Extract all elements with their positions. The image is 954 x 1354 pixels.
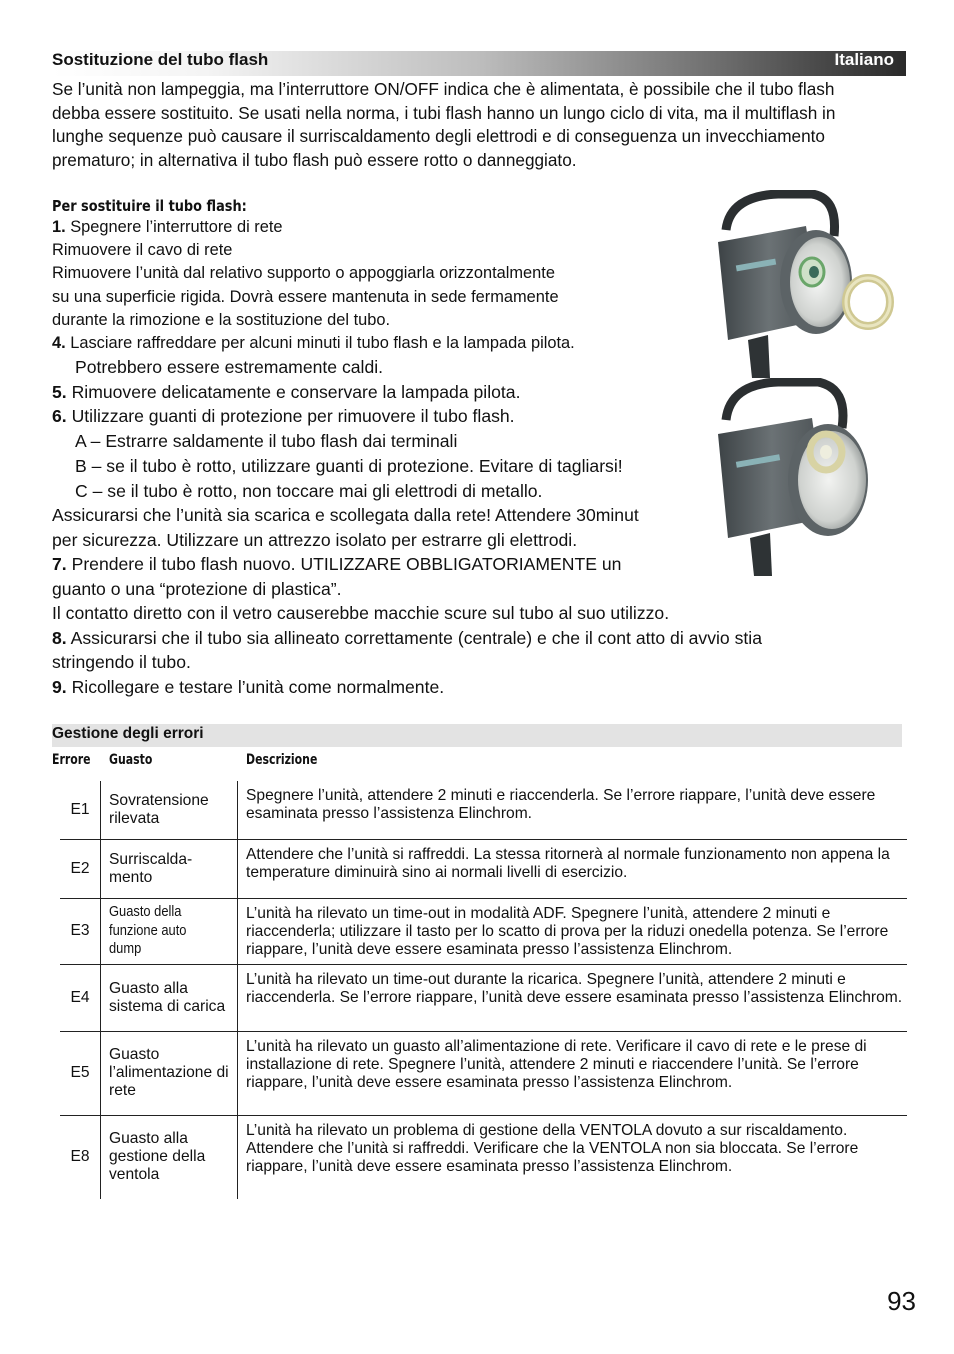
step-8: 8. Assicurarsi che il tubo sia allineato correttamente (centrale) e che il cont atto di avvio stia bbox=[52, 628, 762, 648]
step-line: durante la rimozione e la sostituzione del tubo. bbox=[52, 311, 391, 329]
error-code: E2 bbox=[70, 859, 90, 877]
flash-unit-photo-2 bbox=[708, 378, 906, 576]
step-line: Potrebbero essere estremamente caldi. bbox=[75, 357, 384, 377]
step-line: Rimuovere il cavo di rete bbox=[52, 241, 233, 259]
step-line: Assicurarsi che l’unità sia scarica e scollegata dalla rete! Attendere 30minut bbox=[52, 505, 639, 525]
step-line: per sicurezza. Utilizzare un attrezzo isolato per estrarre gli elettrodi. bbox=[52, 530, 578, 550]
step-4: 4. Lasciare raffreddare per alcuni minuti il tubo flash e la lampada pilota. bbox=[52, 334, 575, 352]
error-description: Spegnere l’unità, attendere 2 minuti e riaccenderla. Se l’errore riappare, l’unità deve essere esaminata presso l’assistenza Elinchrom. bbox=[246, 787, 876, 822]
error-code: E3 bbox=[70, 922, 90, 939]
error-code: E1 bbox=[70, 800, 90, 818]
table-row bbox=[60, 1115, 907, 1199]
column-header-code: Errore bbox=[52, 752, 91, 768]
error-fault: Guasto della funzione auto dump bbox=[101, 898, 238, 964]
error-fault: Guasto l’alimentazione di rete bbox=[101, 1031, 238, 1115]
error-fault: Surriscalda- mento bbox=[101, 839, 238, 898]
error-section-title: Gestione degli errori bbox=[52, 725, 204, 742]
error-description: L’unità ha rilevato un guasto all’alimentazione di rete. Verificare il cavo di rete e le prese di installazione di rete. Spegnere l’unità, attendere 2 minuti e riaccendere l’unità. Se l’errore riappare, l’unità deve essere esaminata presso l’assistenza Elinchrom. bbox=[246, 1037, 867, 1091]
table-row bbox=[60, 898, 907, 964]
column-header-description: Descrizione bbox=[246, 752, 318, 768]
step-line: Rimuovere l’unità dal relativo supporto o appoggiarla orizzontalmente bbox=[52, 264, 555, 282]
column-header-fault: Guasto bbox=[109, 752, 153, 768]
error-description: L’unità ha rilevato un time-out in modalità ADF. Spegnere l’unità, attendere 2 minuti e riaccenderla; utilizzare il tasto per lo scatto di prova per la riduzi onedella potenza. Se l’errore riappare, l’unità deve essere esaminata presso l’assistenza Elinchrom. bbox=[246, 904, 889, 958]
step-line: stringendo il tubo. bbox=[52, 652, 191, 672]
error-description: L’unità ha rilevato un problema di gestione della VENTOLA dovuto a sur riscaldamento. Attendere che l’unità si raffreddi. Verificare che la VENTOLA non sia bloccata. Se l’errore riappare, l’unità deve essere esaminata presso l’assistenza Elinchrom. bbox=[246, 1121, 859, 1175]
section-title: Sostituzione del tubo flash bbox=[52, 50, 269, 69]
error-fault: Guasto alla gestione della ventola bbox=[101, 1115, 238, 1199]
table-row bbox=[60, 964, 907, 1031]
step-line: su una superficie rigida. Dovrà essere mantenuta in sede fermamente bbox=[52, 288, 559, 306]
page-number: 93 bbox=[887, 1286, 916, 1316]
step-5: 5. Rimuovere delicatamente e conservare la lampada pilota. bbox=[52, 382, 521, 402]
error-code: E8 bbox=[70, 1148, 90, 1166]
error-fault: Guasto alla sistema di carica bbox=[101, 964, 238, 1031]
error-fault: Sovratensione rilevata bbox=[101, 781, 238, 839]
intro-paragraph: Se l’unità non lampeggia, ma l’interruttore ON/OFF indica che è alimentata, è possibile che il tubo flash debba essere sostituito. Se usati nella norma, i tubi flash hanno un lungo ciclo di vita, ma il multiflash in lunghe sequenze può causare il surriscaldamento degli elettrodi e di conseguenza un invecchiamento prematuro; in alternativa il tubo flash può essere rotto o danneggiato. bbox=[52, 79, 836, 171]
step-6a: A – Estrarre saldamente il tubo flash dai terminali bbox=[75, 431, 458, 451]
step-line: Il contatto diretto con il vetro causerebbe macchie scure sul tubo al suo utilizzo. bbox=[52, 603, 670, 623]
steps-heading: Per sostituire il tubo flash: bbox=[52, 197, 247, 215]
error-description: Attendere che l’unità si raffreddi. La stessa ritornerà al normale funzionamento non appena la temperature diminuirà sino ai normali livelli di esercizio. bbox=[246, 845, 890, 881]
step-6c: C – se il tubo è rotto, non toccare mai gli elettrodi di metallo. bbox=[75, 481, 543, 501]
step-6: 6. Utilizzare guanti di protezione per rimuovere il tubo flash. bbox=[52, 406, 515, 426]
step-1: 1. Spegnere l’interruttore di rete bbox=[52, 218, 283, 236]
language-label: Italiano bbox=[834, 50, 894, 69]
error-description: L’unità ha rilevato un time-out durante la ricarica. Spegnere l’unità, attendere 2 minuti e riaccenderla. Se l’errore riappare, l’unità deve essere esaminata presso l’assistenza Elinchrom. bbox=[246, 970, 903, 1006]
flash-unit-photo-1 bbox=[708, 190, 906, 378]
step-9: 9. Ricollegare e testare l’unità come normalmente. bbox=[52, 677, 445, 697]
error-table bbox=[60, 781, 907, 1199]
error-code: E5 bbox=[70, 1064, 90, 1081]
step-line: guanto o una “protezione di plastica”. bbox=[52, 579, 342, 599]
table-row bbox=[60, 1031, 907, 1115]
table-row bbox=[60, 781, 907, 839]
step-6b: B – se il tubo è rotto, utilizzare guanti di protezione. Evitare di tagliarsi! bbox=[75, 456, 623, 476]
step-7: 7. Prendere il tubo flash nuovo. UTILIZZARE OBBLIGATORIAMENTE un bbox=[52, 554, 622, 574]
error-code: E4 bbox=[70, 988, 90, 1006]
table-row bbox=[60, 839, 907, 898]
